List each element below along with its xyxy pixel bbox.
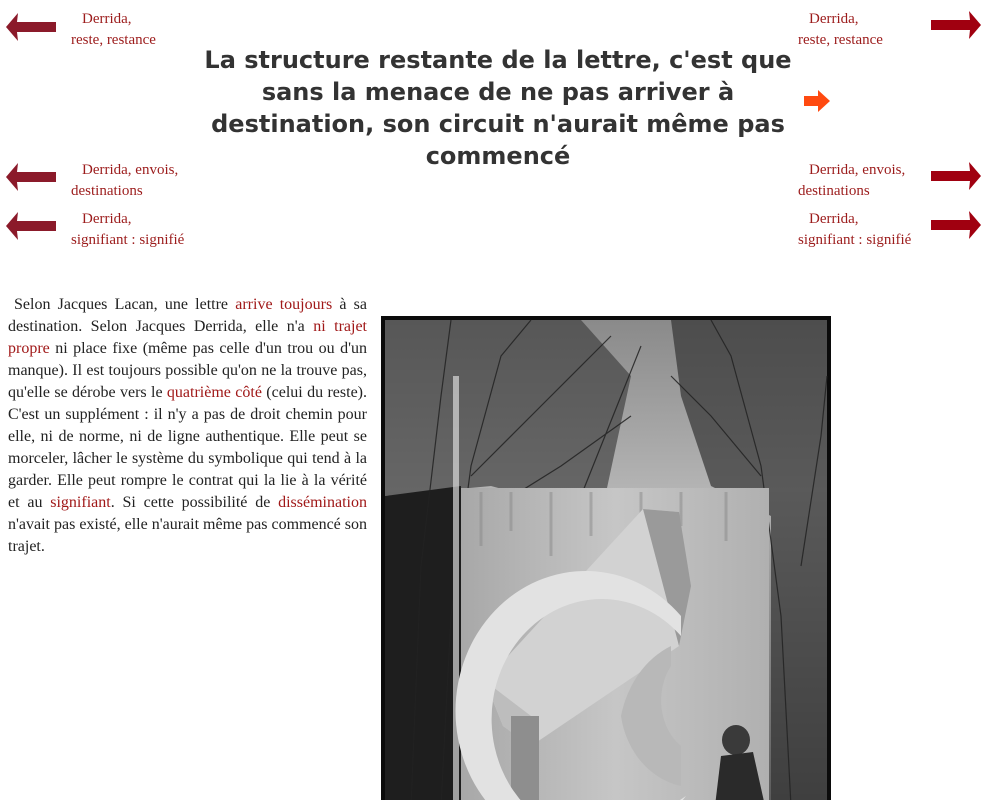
page-title: La structure restante de la lettre, c'est que sans la menace de ne pas arriver à destination, son circuit n'aurait même pas commencé [204,46,792,170]
nav-link-left-envois-destinations[interactable] [71,160,178,202]
body-text-segment: n'avait pas existé, elle n'aurait même pas commencé son trajet. [8,516,367,555]
body-text-segment: à sa destination. Selon Jacques Derrida, elle n'a [8,296,368,335]
nav-link-right-reste-restance[interactable] [798,9,883,51]
arrow-left-icon[interactable] [4,209,58,243]
nav-link-line: reste, restance [798,32,883,48]
arrow-right-icon[interactable] [929,8,983,42]
arrow-right-icon[interactable] [929,208,983,242]
orange-arrow-right-icon[interactable] [802,89,832,113]
sculpture-photo [381,316,831,800]
arrow-left-icon[interactable] [4,10,58,44]
link-quatrieme-cote[interactable]: quatrième côté [166,384,262,401]
nav-link-line: signifiant : signifié [71,232,185,248]
body-paragraph [8,294,367,558]
nav-link-line: Derrida, envois, [809,162,906,178]
nav-link-line: signifiant : signifié [798,232,912,248]
body-text-segment: (celui du reste). C'est un supplément : il n'y a pas de droit chemin pour elle, ni de norme, ni de ligne authentique. Elle peut se morceler, lâcher le système du symbolique qui tend à la garder. Elle peut rompre le contrat qui la lie à la vérité et au [8,384,367,511]
nav-link-right-envois-destinations[interactable] [798,160,905,202]
nav-link-line: Derrida, [82,211,132,227]
body-text-segment: . Si cette possibilité de [110,494,279,511]
link-ni-trajet-propre[interactable]: ni trajet propre [8,318,368,357]
nav-link-line: Derrida, [809,11,859,27]
nav-link-line: destinations [798,183,870,199]
arrow-left-icon[interactable] [4,160,58,194]
arrow-right-icon[interactable] [929,159,983,193]
nav-link-left-reste-restance[interactable] [71,9,156,51]
link-dissemination[interactable]: dissémination [278,494,367,511]
link-signifiant[interactable]: signifiant [50,494,111,511]
nav-link-line: reste, restance [71,32,156,48]
nav-link-line: destinations [71,183,143,199]
body-text-segment: Selon Jacques Lacan, une lettre [14,296,236,313]
nav-link-line: Derrida, [809,211,859,227]
nav-link-right-signifiant-signifie[interactable] [798,209,911,251]
nav-link-left-signifiant-signifie[interactable] [71,209,184,251]
body-text-segment: ni place fixe (même pas celle d'un trou ou d'un manque). Il est toujours possible qu'on ne la trouve pas, qu'elle se dérobe vers le [8,340,367,401]
link-arrive-toujours[interactable]: arrive toujours [235,296,333,313]
nav-link-line: Derrida, [82,11,132,27]
nav-link-line: Derrida, envois, [82,162,179,178]
